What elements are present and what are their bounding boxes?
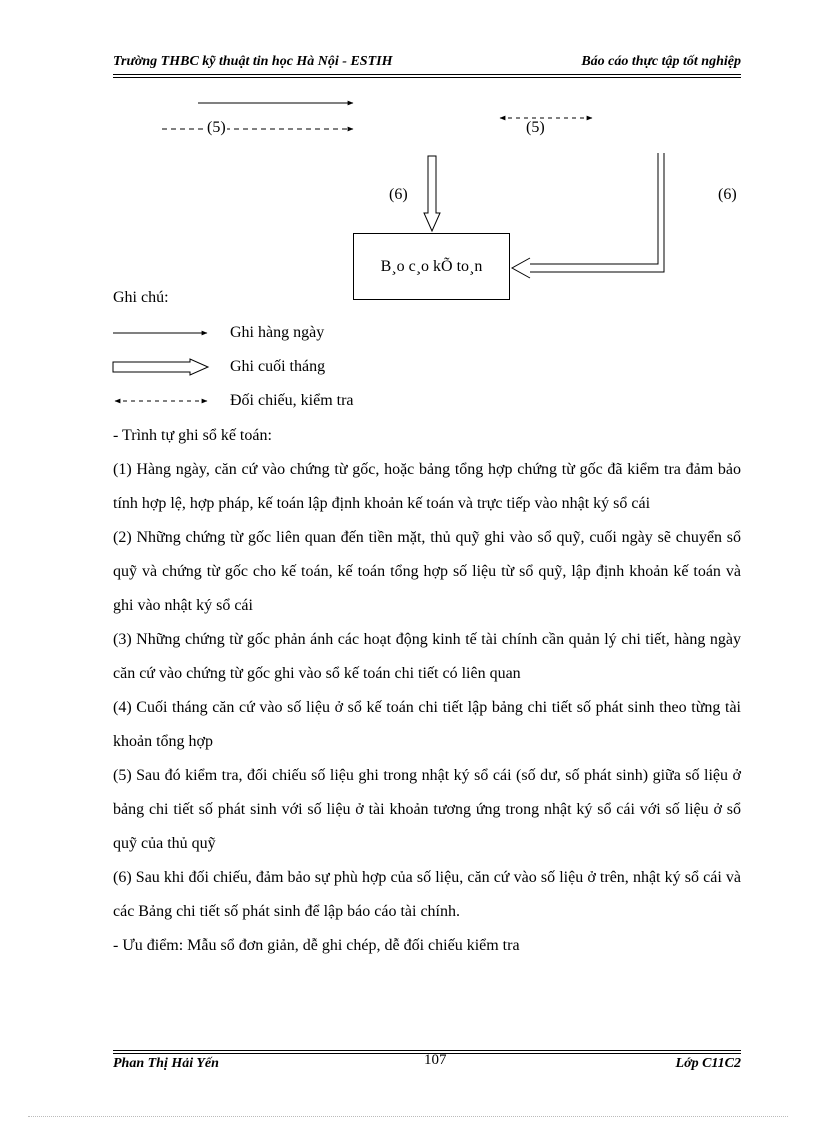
step-2: (2) Những chứng từ gốc liên quan đến tiền mặt, thủ quỹ ghi vào sổ quỹ, cuối ngày sẽ chuyển sổ quỹ và chứng từ gốc cho kế toán, kế toán tổng hợp số liệu từ sổ quỹ, lập định khoản kế toán và ghi vào nhật ký sổ cái	[113, 529, 741, 614]
legend-check-label: Đối chiếu, kiểm tra	[230, 392, 354, 409]
hollow-arrow-icon	[113, 359, 208, 375]
label-6-left: (6)	[389, 186, 408, 203]
footer-author: Phan Thị Hải Yến	[113, 1056, 219, 1071]
step-6: (6) Sau khi đối chiếu, đảm bảo sự phù hợp của số liệu, căn cứ vào số liệu ở trên, nhật ký sổ cái và các Bảng chi tiết số phát sinh để lập báo cáo tài chính.	[113, 869, 741, 920]
procedure-heading: - Trình tự ghi sổ kế toán:	[113, 427, 272, 444]
step-4: (4) Cuối tháng căn cứ vào số liệu ở sổ kế toán chi tiết lập bảng chi tiết số phát sinh theo từng tài khoản tổng hợp	[113, 699, 741, 750]
label-5-left: (5)	[207, 119, 226, 136]
header-school: Trường THBC kỹ thuật tin học Hà Nội - ESTIH	[113, 54, 393, 69]
page-number: 107	[424, 1052, 447, 1068]
header-report-title: Báo cáo thực tập tốt nghiệp	[581, 54, 741, 69]
footer-rule	[113, 1050, 741, 1051]
legend-monthly-label: Ghi cuối tháng	[230, 358, 326, 375]
monthly-line-outer	[530, 153, 658, 264]
footer-class: Lớp C11C2	[675, 1056, 741, 1071]
page-edge	[28, 1116, 788, 1117]
monthly-arrow-head	[512, 258, 530, 278]
step-1: (1) Hàng ngày, căn cứ vào chứng từ gốc, hoặc bảng tổng hợp chứng từ gốc đã kiểm tra đảm bảo tính hợp lệ, hợp pháp, kế toán lập định khoản kế toán và trực tiếp vào nhật ký sổ cái	[113, 461, 741, 512]
advantages: - Ưu điểm: Mẫu sổ đơn giản, dễ ghi chép, dễ đối chiếu kiểm tra	[113, 937, 520, 954]
accounting-report-box: B¸o c¸o kÕ to¸n	[353, 233, 510, 300]
monthly-arrow-down	[424, 156, 440, 231]
body-text	[113, 419, 741, 963]
step-3: (3) Những chứng từ gốc phản ánh các hoạt động kinh tế tài chính cần quản lý chi tiết, hàng ngày căn cứ vào chứng từ gốc ghi vào sổ kế toán chi tiết có liên quan	[113, 631, 741, 682]
monthly-line-inner	[530, 153, 664, 272]
legend-daily-label: Ghi hàng ngày	[230, 324, 325, 341]
label-5-right: (5)	[526, 119, 545, 136]
label-6-right: (6)	[718, 186, 737, 203]
step-5: (5) Sau đó kiểm tra, đối chiếu số liệu ghi trong nhật ký sổ cái (số dư, số phát sinh) giữa số liệu ở bảng chi tiết số phát sinh với số liệu ở tài khoản tương ứng trong nhật ký sổ cái với số liệu ở sổ quỹ của thủ quỹ	[113, 767, 741, 852]
legend-title: Ghi chú:	[113, 289, 169, 306]
